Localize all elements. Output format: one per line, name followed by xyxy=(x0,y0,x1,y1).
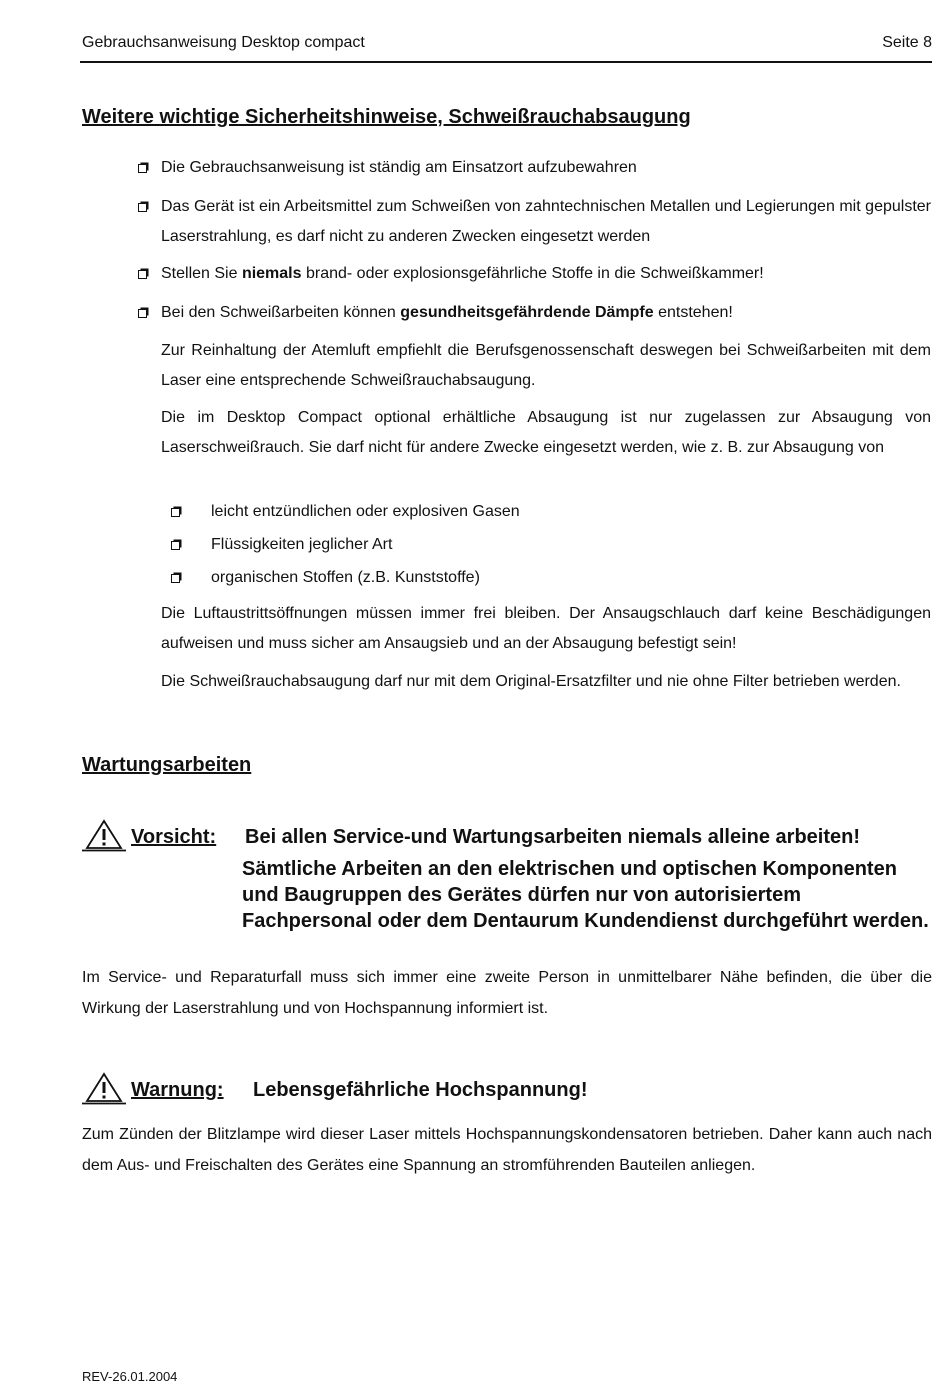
bullet-4-bold: gesundheitsgefährdende Dämpfe xyxy=(400,304,654,321)
checkbox-icon xyxy=(171,541,180,550)
warning-triangle-icon xyxy=(82,818,126,852)
bullet-2: Das Gerät ist ein Arbeitsmittel zum Schweißen von zahntechnischen Metallen und Legierungen mit gepulster Laserstrahlung, es darf nicht zu anderen Zwecken eingesetzt werden xyxy=(161,198,931,245)
checkbox-icon xyxy=(138,309,147,318)
paragraph-service: Im Service- und Reparaturfall muss sich immer eine zweite Person in unmittelbarer Nähe befinden, die über die Wirkung der Laserstrahlung und von Hochspannung informiert ist. xyxy=(82,969,932,1017)
subbullet-1: leicht entzündlichen oder explosiven Gasen xyxy=(211,503,520,520)
warning-triangle-icon xyxy=(82,1071,126,1105)
caution-headline: Bei allen Service-und Wartungsarbeiten niemals alleine arbeiten! xyxy=(245,826,860,848)
checkbox-icon xyxy=(138,270,147,279)
caution-body: Sämtliche Arbeiten an den elektrischen und optischen Komponenten und Baugruppen des Gerätes dürfen nur von autorisiertem Fachpersonal oder dem Dentaurum Kundendienst durchgeführt werden. xyxy=(242,858,929,932)
bullet-3-pre: Stellen Sie xyxy=(161,265,242,282)
checkbox-icon xyxy=(171,574,180,583)
bullet-4 xyxy=(161,298,931,328)
header-page-number: Seite 8 xyxy=(882,34,932,51)
subbullet-2: Flüssigkeiten jeglicher Art xyxy=(211,536,393,553)
checkbox-icon xyxy=(138,203,147,212)
caution-label: Vorsicht: xyxy=(131,826,217,848)
bullet-3-post: brand- oder explosionsgefährliche Stoffe in die Schweißkammer! xyxy=(301,265,764,282)
header-doc-title: Gebrauchsanweisung Desktop compact xyxy=(82,34,365,51)
bullet-4-pre: Bei den Schweißarbeiten können xyxy=(161,304,401,321)
paragraph-atemluft: Zur Reinhaltung der Atemluft empfiehlt die Berufsgenossenschaft deswegen bei Schweißarbeiten mit dem Laser eine entsprechende Schweißrauchabsaugung. xyxy=(161,342,931,389)
section-title-maintenance: Wartungsarbeiten xyxy=(82,754,252,776)
paragraph-luftaustritt: Die Luftaustrittsöffnungen müssen immer frei bleiben. Der Ansaugschlauch darf keine Beschädigungen aufweisen und muss sicher am Ansaugsieb und an der Absaugung befestigt sein! xyxy=(161,605,931,652)
section-title-safety: Weitere wichtige Sicherheitshinweise, Schweißrauchabsaugung xyxy=(82,106,691,128)
bullet-1: Die Gebrauchsanweisung ist ständig am Einsatzort aufzubewahren xyxy=(161,159,637,176)
warning-headline: Lebensgefährliche Hochspannung! xyxy=(253,1079,588,1101)
footer-revision: REV-26.01.2004 xyxy=(82,1369,178,1384)
checkbox-icon xyxy=(138,164,147,173)
bullet-3-bold: niemals xyxy=(241,265,302,282)
paragraph-hochspannung: Zum Zünden der Blitzlampe wird dieser Laser mittels Hochspannungskondensatoren betrieben. Daher kann auch nach dem Aus- und Freischalten des Gerätes eine Spannung an stromführenden Bauteilen anliegen. xyxy=(82,1126,932,1174)
warning-label: Warnung: xyxy=(131,1079,224,1101)
subbullet-3: organischen Stoffen (z.B. Kunststoffe) xyxy=(211,569,480,586)
checkbox-icon xyxy=(171,508,180,517)
header-divider xyxy=(80,61,932,63)
paragraph-absaugung: Die im Desktop Compact optional erhältliche Absaugung ist nur zugelassen zur Absaugung von Laserschweißrauch. Sie darf nicht für andere Zwecke eingesetzt werden, wie z. B. zur Absaugung von xyxy=(161,409,931,456)
paragraph-filter: Die Schweißrauchabsaugung darf nur mit dem Original-Ersatzfilter und nie ohne Filter betrieben werden. xyxy=(161,673,901,690)
bullet-3 xyxy=(161,259,931,289)
bullet-4-post: entstehen! xyxy=(653,304,733,321)
